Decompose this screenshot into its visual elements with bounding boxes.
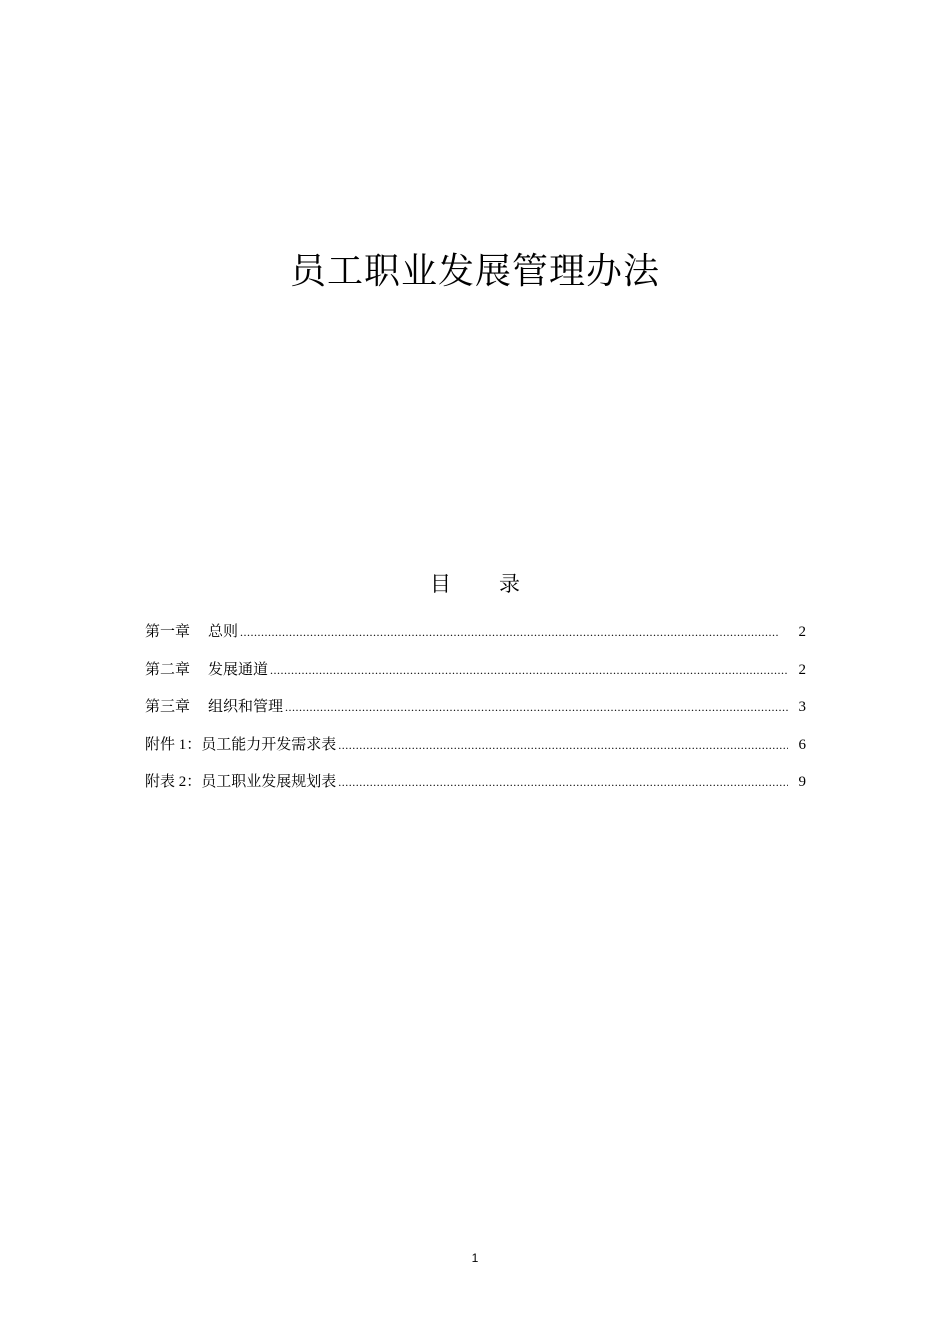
table-of-contents bbox=[145, 620, 806, 808]
toc-leader-dots bbox=[338, 770, 788, 794]
document-title: 员工职业发展管理办法 bbox=[289, 251, 660, 292]
toc-entry-label bbox=[145, 658, 268, 682]
toc-leader-dots bbox=[240, 620, 778, 644]
toc-entry-label bbox=[145, 733, 336, 757]
toc-entry-page: 6 bbox=[798, 736, 806, 753]
toc-entry-chapter: 第三章 bbox=[145, 699, 191, 715]
toc-entry-title: 发展通道 bbox=[208, 661, 269, 678]
toc-entry-title: 附件 1：员工能力开发需求表 bbox=[145, 736, 337, 753]
toc-heading-left: 目 bbox=[430, 572, 451, 596]
toc-entry-label bbox=[145, 770, 336, 794]
toc-entry-page: 2 bbox=[798, 624, 806, 640]
toc-heading-right: 录 bbox=[499, 572, 520, 596]
toc-entry[interactable] bbox=[145, 620, 806, 658]
toc-entry-chapter: 第二章 bbox=[145, 661, 191, 678]
toc-leader-dots bbox=[270, 658, 788, 682]
toc-entry-label bbox=[145, 695, 283, 719]
toc-entry-chapter: 第一章 bbox=[145, 624, 191, 640]
toc-entry-label bbox=[145, 620, 238, 644]
toc-leader-dots bbox=[338, 733, 788, 757]
toc-entry-page: 3 bbox=[798, 699, 806, 715]
toc-entry-page: 9 bbox=[798, 774, 806, 790]
toc-entry[interactable] bbox=[145, 770, 806, 808]
toc-entry[interactable] bbox=[145, 658, 806, 696]
toc-heading bbox=[0, 570, 950, 598]
toc-entry-title: 附表 2：员工职业发展规划表 bbox=[145, 774, 337, 790]
toc-entry[interactable] bbox=[145, 733, 806, 771]
toc-entry-page: 2 bbox=[798, 661, 806, 678]
toc-leader-dots bbox=[285, 695, 788, 719]
toc-entry[interactable] bbox=[145, 695, 806, 733]
toc-entry-title: 总则 bbox=[208, 624, 239, 640]
toc-entry-title: 组织和管理 bbox=[208, 699, 284, 715]
page-number: 1 bbox=[471, 1251, 479, 1265]
